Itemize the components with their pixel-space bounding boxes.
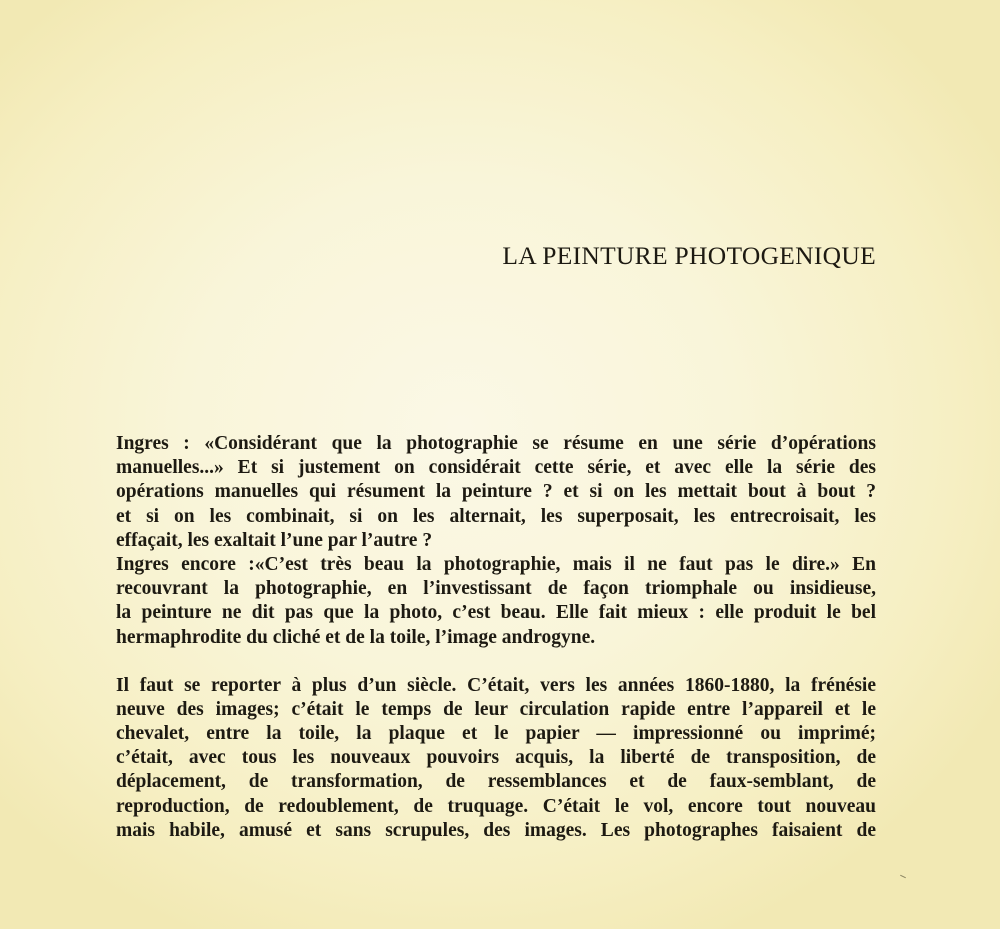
text-line: reproduction, de redoublement, de truquage. C’était le vol, encore tout nouveau xyxy=(116,795,876,817)
text-line: neuve des images; c’était le temps de leur circulation rapide entre l’appareil et le xyxy=(116,698,876,720)
page-speck xyxy=(900,875,906,878)
text-line: chevalet, entre la toile, la plaque et le papier — impressionné ou imprimé; xyxy=(116,723,876,745)
text-line: la peinture ne dit pas que la photo, c’est beau. Elle fait mieux : elle produit le bel xyxy=(116,602,876,624)
text-line: recouvrant la photographie, en l’investissant de façon triomphale ou insidieuse, xyxy=(116,578,876,600)
text-line: effaçait, les exaltait l’une par l’autre ? xyxy=(116,529,433,551)
text-line: Il faut se reporter à plus d’un siècle. C’était, vers les années 1860-1880, la frénésie xyxy=(116,674,876,696)
text-line: déplacement, de transformation, de ressemblances et de faux-semblant, de xyxy=(116,771,876,793)
text-line: Ingres encore :«C’est très beau la photographie, mais il ne faut pas le dire.» En xyxy=(116,553,876,575)
paragraph-1 xyxy=(116,432,876,650)
text-line: hermaphrodite du cliché et de la toile, l’image androgyne. xyxy=(116,626,596,648)
paragraph-2 xyxy=(116,674,876,843)
text-line: manuelles...» Et si justement on considérait cette série, et avec elle la série des xyxy=(116,457,876,479)
text-line: c’était, avec tous les nouveaux pouvoirs acquis, la liberté de transposition, de xyxy=(116,747,876,769)
body-text xyxy=(116,432,876,843)
text-line: et si on les combinait, si on les alternait, les superposait, les entrecroisait, les xyxy=(116,505,876,527)
text-line: mais habile, amusé et sans scrupules, des images. Les photographes faisaient de xyxy=(116,819,876,841)
chapter-title: LA PEINTURE PHOTOGENIQUE xyxy=(502,241,876,270)
text-line: Ingres : «Considérant que la photographie se résume en une série d’opérations xyxy=(116,433,876,454)
paragraph-gap xyxy=(116,650,876,674)
text-line: opérations manuelles qui résument la peinture ? et si on les mettait bout à bout ? xyxy=(116,481,876,503)
